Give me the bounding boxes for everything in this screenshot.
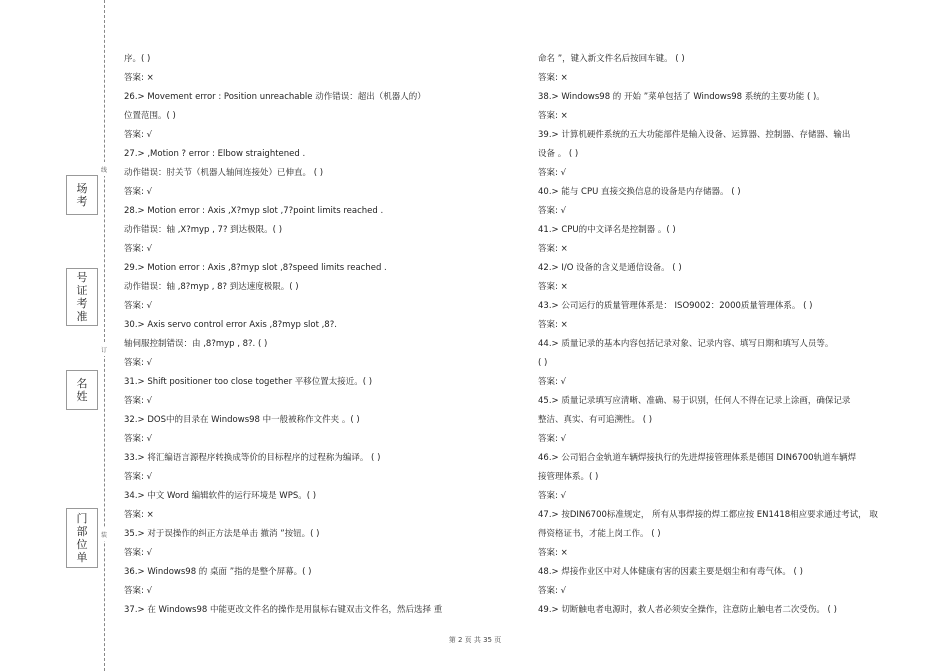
- answer-line: 答案: √: [124, 548, 152, 558]
- question-line: 接管理体系。( ): [538, 472, 599, 482]
- question-line: 33.> 将汇编语言源程序转换成等价的目标程序的过程称为编译。 ( ): [124, 453, 381, 463]
- question-line: 32.> DOS中的目录在 Windows98 中一般被称作文件夹 。( ): [124, 415, 360, 425]
- answer-line: 答案: ×: [124, 510, 154, 520]
- right-column: [538, 50, 890, 620]
- question-line: 36.> Windows98 的 桌面 ”指的是整个屏幕。( ): [124, 567, 312, 577]
- question-line: 48.> 焊接作业区中对人体健康有害的因素主要是烟尘和有毒气体。 ( ): [538, 567, 803, 577]
- question-line: 30.> Axis servo control error Axis ,8?myp slot ,8?.: [124, 320, 337, 330]
- question-line: 命名 ”，键入新文件名后按回车键。 ( ): [538, 54, 685, 64]
- question-line: 37.> 在 Windows98 中能更改文件名的操作是用鼠标右键双击文件名，然后选择 重: [124, 605, 443, 615]
- answer-line: 答案: ×: [538, 548, 568, 558]
- page-footer: 第 2 页 共 35 页: [448, 636, 502, 644]
- answer-line: 答案: √: [538, 434, 566, 444]
- question-line: 35.> 对于误操作的纠正方法是单击 撤消 ”按钮。( ): [124, 529, 320, 539]
- answer-line: 答案: √: [124, 434, 152, 444]
- binding-tag-ding: 订: [93, 342, 115, 356]
- question-line: 41.> CPU的中文译名是控制器 。( ): [538, 225, 676, 235]
- question-line: 47.> 按DIN6700标准规定， 所有从事焊接的焊工都应按 EN1418相应要求通过考试， 取: [538, 510, 878, 520]
- field-name: 名 姓: [66, 370, 98, 410]
- answer-line: 答案: √: [124, 130, 152, 140]
- question-line: 42.> I/O 设备的含义是通信设备。 ( ): [538, 263, 682, 273]
- question-line: 40.> 能与 CPU 直接交换信息的设备是内存储器。 ( ): [538, 187, 741, 197]
- answer-line: 答案: ×: [124, 73, 154, 83]
- question-line: 序。( ): [124, 54, 151, 64]
- question-line: 动作错误：肘关节（机器人轴间连接处）已伸直。 ( ): [124, 168, 324, 178]
- question-line: 设备 。 ( ): [538, 149, 579, 159]
- answer-line: 答案: √: [124, 301, 152, 311]
- question-line: 29.> Motion error : Axis ,8?myp slot ,8?speed limits reached .: [124, 263, 387, 273]
- answer-line: 答案: √: [124, 472, 152, 482]
- binding-tag-zhuang: 装: [93, 527, 115, 541]
- left-column: [124, 50, 514, 620]
- question-line: 整洁、真实、有可追溯性。 ( ): [538, 415, 653, 425]
- answer-line: 答案: ×: [538, 244, 568, 254]
- answer-line: 答案: √: [124, 187, 152, 197]
- answer-line: 答案: √: [538, 377, 566, 387]
- answer-line: 答案: √: [538, 206, 566, 216]
- question-line: 44.> 质量记录的基本内容包括记录对象、记录内容、填写日期和填写人员等。: [538, 339, 834, 349]
- answer-line: 答案: ×: [538, 282, 568, 292]
- question-line: 位置范围。( ): [124, 111, 176, 121]
- answer-line: 答案: √: [538, 491, 566, 501]
- question-line: 45.> 质量记录填写应清晰、准确、易于识别，任何人不得在记录上涂画，确保记录: [538, 396, 851, 406]
- question-line: 27.> ,Motion ? error : Elbow straightened .: [124, 149, 306, 159]
- question-line: 49.> 切断触电者电源时，救人者必须安全操作，注意防止触电者二次受伤。 ( ): [538, 605, 837, 615]
- question-line: 46.> 公司铝合金轨道车辆焊接执行的先进焊接管理体系是德国 DIN6700轨道车辆焊: [538, 453, 857, 463]
- answer-line: 答案: √: [538, 168, 566, 178]
- question-line: 轴伺服控制错误：由 ,8?myp , 8?. ( ): [124, 339, 268, 349]
- answer-line: 答案: √: [124, 396, 152, 406]
- question-line: 43.> 公司运行的质量管理体系是： ISO9002：2000质量管理体系。 ( ): [538, 301, 813, 311]
- field-department: 门 部 位 单: [66, 508, 98, 568]
- binding-tag-xian: 线: [93, 162, 115, 176]
- answer-line: 答案: ×: [538, 73, 568, 83]
- answer-line: 答案: √: [538, 586, 566, 596]
- answer-line: 答案: √: [124, 244, 152, 254]
- question-line: 动作错误：轴 ,8?myp , 8? 到达速度极限。( ): [124, 282, 299, 292]
- answer-line: 答案: ×: [538, 320, 568, 330]
- question-line: 38.> Windows98 的 开始 ”菜单包括了 Windows98 系统的主要功能 ( )。: [538, 92, 825, 102]
- answer-line: 答案: √: [124, 586, 152, 596]
- field-exam-room: 场 考: [66, 175, 98, 215]
- question-line: 39.> 计算机硬件系统的五大功能部件是输入设备、运算器、控制器、存储器、输出: [538, 130, 851, 140]
- binding-line: [104, 0, 105, 671]
- question-line: ( ): [538, 358, 548, 368]
- answer-line: 答案: √: [124, 358, 152, 368]
- question-line: 31.> Shift positioner too close together 平移位置太接近。( ): [124, 377, 373, 387]
- field-exam-number: 号 证 考 准: [66, 268, 98, 326]
- question-line: 得资格证书，才能上岗工作。 ( ): [538, 529, 661, 539]
- question-line: 34.> 中文 Word 编辑软件的运行环境是 WPS。( ): [124, 491, 317, 501]
- question-line: 26.> Movement error : Position unreachable 动作错误：超出（机器人的）: [124, 92, 426, 102]
- question-line: 28.> Motion error : Axis ,X?myp slot ,7?point limits reached .: [124, 206, 384, 216]
- question-line: 动作错误：轴 ,X?myp , 7? 到达极限。( ): [124, 225, 283, 235]
- answer-line: 答案: ×: [538, 111, 568, 121]
